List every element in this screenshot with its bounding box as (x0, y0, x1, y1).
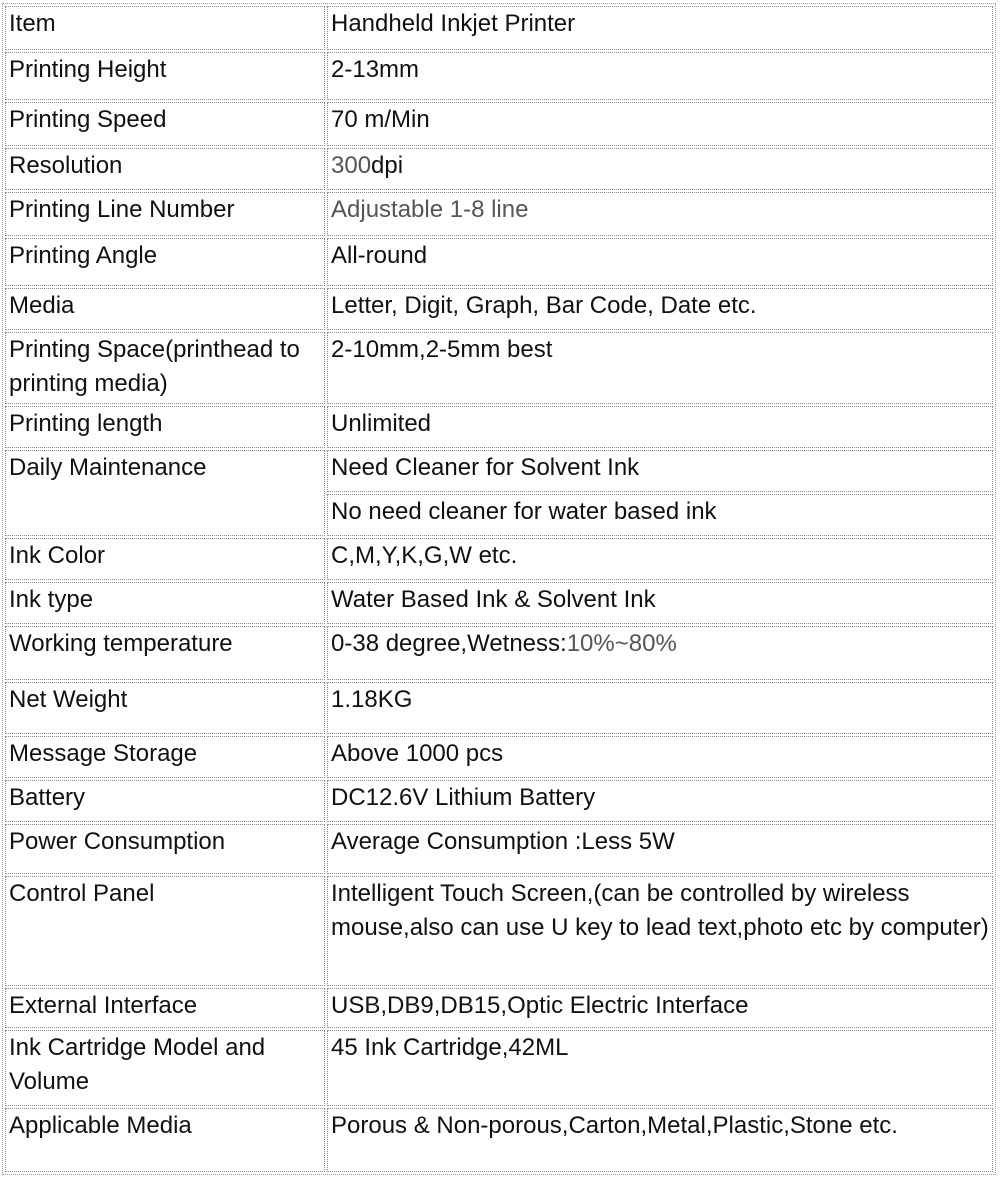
row-label: Printing Space(printhead to printing media) (5, 332, 325, 404)
row-value (327, 148, 993, 190)
table-row (5, 450, 993, 492)
table-row (5, 824, 993, 874)
resolution-number: 300 (331, 152, 372, 179)
row-value: Intelligent Touch Screen,(can be controlled by wireless mouse,also can use U key to lead text,photo etc by computer) (327, 876, 993, 986)
row-value: Handheld Inkjet Printer (327, 6, 993, 50)
row-value: USB,DB9,DB15,Optic Electric Interface (327, 988, 993, 1028)
row-label: Message Storage (5, 736, 325, 778)
spec-table (2, 3, 996, 1175)
row-value: DC12.6V Lithium Battery (327, 780, 993, 822)
row-value: 2-10mm,2-5mm best (327, 332, 993, 404)
table-row (5, 736, 993, 778)
row-value: Average Consumption :Less 5W (327, 824, 993, 874)
row-label: Printing Line Number (5, 192, 325, 236)
row-label: Net Weight (5, 682, 325, 734)
table-row (5, 626, 993, 680)
row-value: All-round (327, 238, 993, 286)
table-row (5, 682, 993, 734)
row-value: Above 1000 pcs (327, 736, 993, 778)
row-label: Ink type (5, 582, 325, 624)
row-value: Need Cleaner for Solvent Ink (327, 450, 993, 492)
row-label: Printing Speed (5, 102, 325, 146)
table-row (5, 988, 993, 1028)
row-label: Applicable Media (5, 1108, 325, 1172)
table-row (5, 1030, 993, 1106)
row-label: Control Panel (5, 876, 325, 986)
wetness-range: 10%~80% (566, 630, 677, 657)
table-row (5, 148, 993, 190)
table-row (5, 192, 993, 236)
row-value: Water Based Ink & Solvent Ink (327, 582, 993, 624)
row-label: Printing Angle (5, 238, 325, 286)
row-label: Media (5, 288, 325, 330)
table-row (5, 288, 993, 330)
row-label: Printing Height (5, 52, 325, 100)
table-row (5, 582, 993, 624)
table-row (5, 52, 993, 100)
row-label: Battery (5, 780, 325, 822)
row-value: 70 m/Min (327, 102, 993, 146)
row-value: Adjustable 1-8 line (327, 192, 993, 236)
row-label: Printing length (5, 406, 325, 448)
table-row (5, 406, 993, 448)
table-row (5, 6, 993, 50)
row-value: Porous & Non-porous,Carton,Metal,Plastic,Stone etc. (327, 1108, 993, 1172)
row-label: Ink Cartridge Model and Volume (5, 1030, 325, 1106)
row-label: External Interface (5, 988, 325, 1028)
table-row (5, 102, 993, 146)
table-row (5, 238, 993, 286)
row-label: Ink Color (5, 538, 325, 580)
row-value: 1.18KG (327, 682, 993, 734)
row-label: Power Consumption (5, 824, 325, 874)
resolution-unit: dpi (371, 152, 404, 179)
table-row (5, 332, 993, 404)
row-value: 2-13mm (327, 52, 993, 100)
table-row (5, 538, 993, 580)
row-value: Letter, Digit, Graph, Bar Code, Date etc. (327, 288, 993, 330)
row-value: Unlimited (327, 406, 993, 448)
table-row (5, 1108, 993, 1172)
row-label: Item (5, 6, 325, 50)
row-value: No need cleaner for water based ink (327, 494, 993, 536)
row-label: Resolution (5, 148, 325, 190)
temperature-range: 0-38 degree,Wetness: (331, 630, 567, 657)
row-value (327, 626, 993, 680)
row-value: C,M,Y,K,G,W etc. (327, 538, 993, 580)
table-row (5, 876, 993, 986)
table-row (5, 780, 993, 822)
row-value: 45 Ink Cartridge,42ML (327, 1030, 993, 1106)
row-label: Working temperature (5, 626, 325, 680)
row-label: Daily Maintenance (5, 450, 325, 536)
